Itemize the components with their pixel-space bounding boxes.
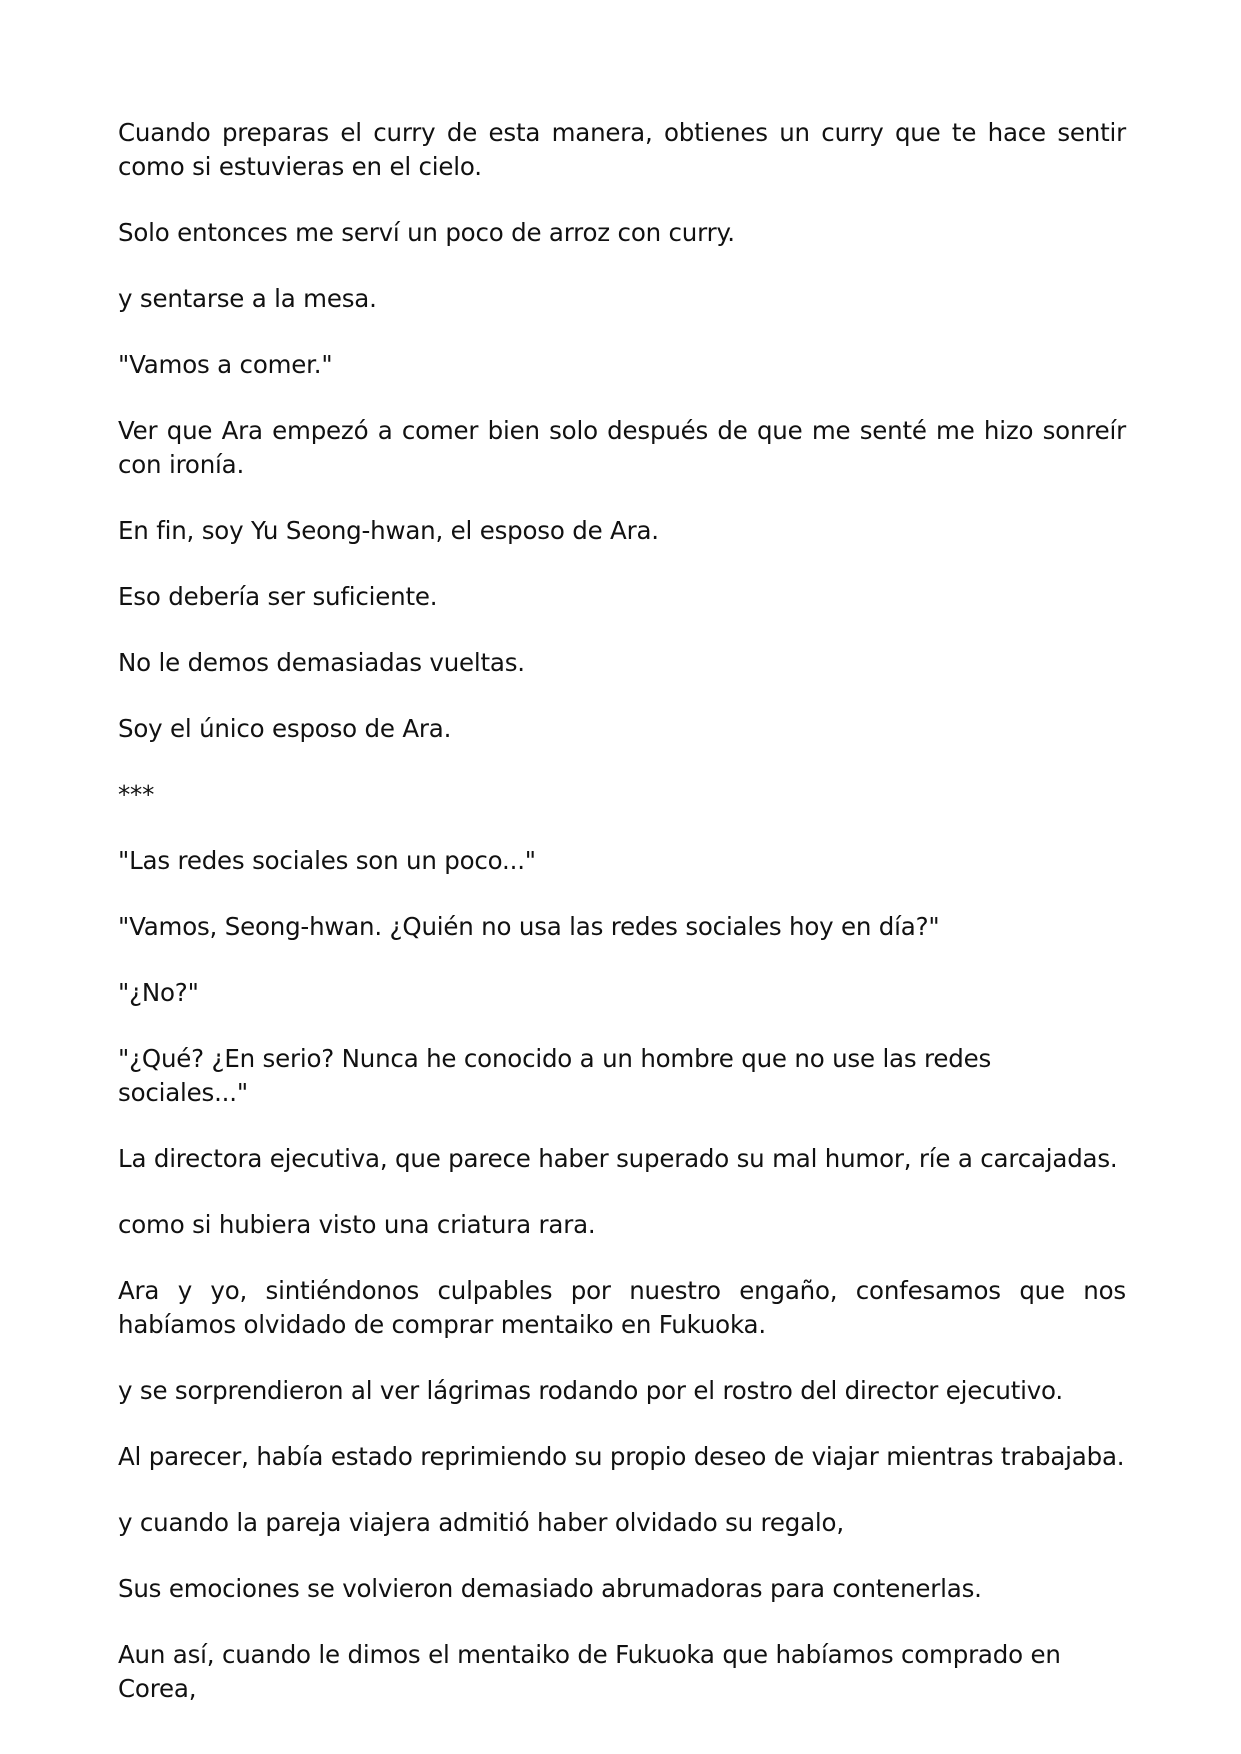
paragraph: La directora ejecutiva, que parece haber superado su mal humor, ríe a carcajadas. (118, 1144, 1118, 1173)
paragraph: "Vamos, Seong-hwan. ¿Quién no usa las redes sociales hoy en día?" (118, 912, 940, 941)
paragraph: Al parecer, había estado reprimiendo su propio deseo de viajar mientras trabajaba. (118, 1442, 1125, 1471)
scene-break: *** (118, 780, 155, 809)
paragraph: Solo entonces me serví un poco de arroz con curry. (118, 218, 735, 247)
paragraph: Cuando preparas el curry de esta manera, obtienes un curry que te hace sentir como si estuvieras en el cielo. (118, 118, 1126, 181)
paragraph: Ara y yo, sintiéndonos culpables por nuestro engaño, confesamos que nos habíamos olvidado de comprar mentaiko en Fukuoka. (118, 1276, 1126, 1339)
paragraph: No le demos demasiadas vueltas. (118, 648, 525, 677)
paragraph: y cuando la pareja viajera admitió haber olvidado su regalo, (118, 1508, 844, 1537)
paragraph: Aun así, cuando le dimos el mentaiko de Fukuoka que habíamos comprado en Corea, (118, 1640, 1061, 1703)
paragraph: "Vamos a comer." (118, 350, 333, 379)
paragraph: Eso debería ser suficiente. (118, 582, 438, 611)
paragraph: "Las redes sociales son un poco..." (118, 846, 536, 875)
paragraph: "¿Qué? ¿En serio? Nunca he conocido a un hombre que no use las redes sociales..." (118, 1044, 992, 1107)
paragraph: "¿No?" (118, 978, 199, 1007)
paragraph: Soy el único esposo de Ara. (118, 714, 452, 743)
paragraph: y se sorprendieron al ver lágrimas rodando por el rostro del director ejecutivo. (118, 1376, 1063, 1405)
paragraph: como si hubiera visto una criatura rara. (118, 1210, 596, 1239)
paragraph: Ver que Ara empezó a comer bien solo después de que me senté me hizo sonreír con ironía. (118, 416, 1126, 479)
paragraph: y sentarse a la mesa. (118, 284, 377, 313)
document-body (118, 116, 1126, 1738)
paragraph: Sus emociones se volvieron demasiado abrumadoras para contenerlas. (118, 1574, 982, 1603)
paragraph: En fin, soy Yu Seong-hwan, el esposo de Ara. (118, 516, 659, 545)
